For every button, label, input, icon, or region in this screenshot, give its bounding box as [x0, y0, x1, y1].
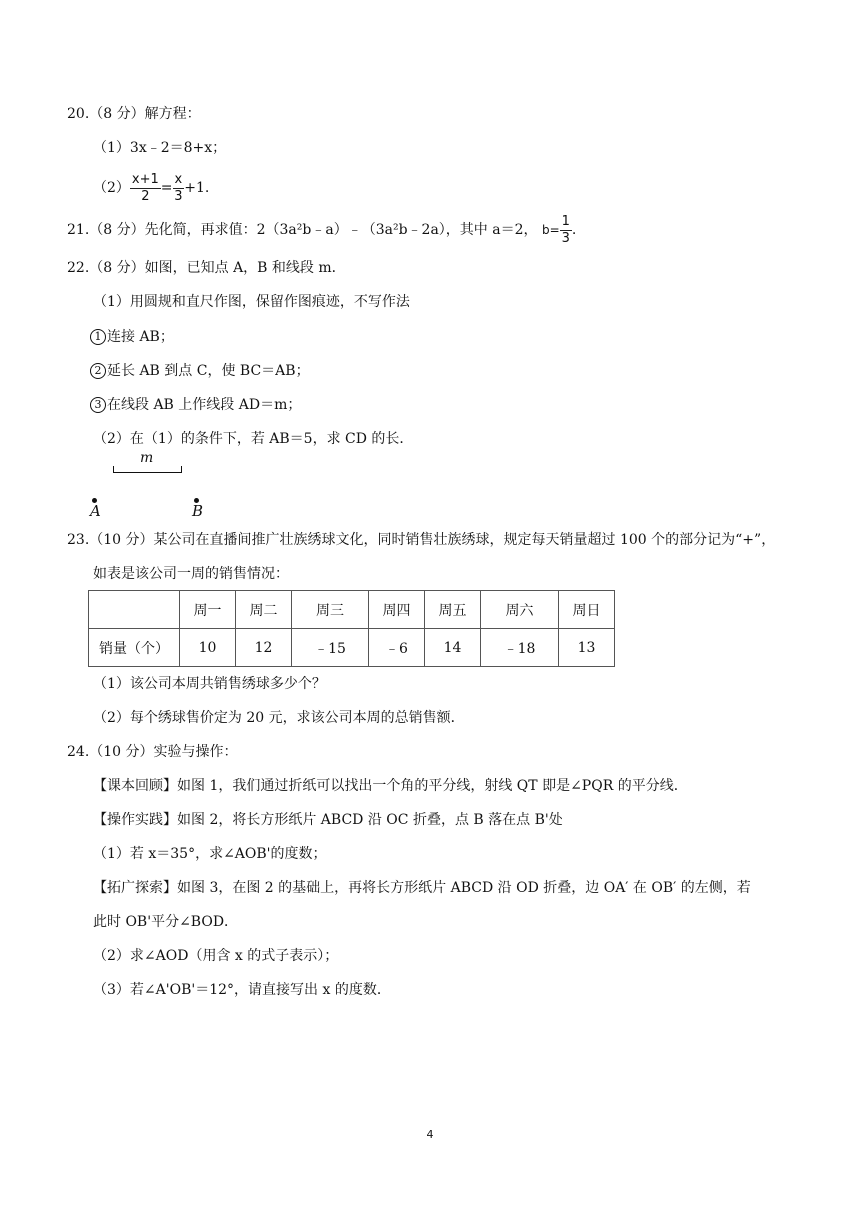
- table-cell: ﹣6: [369, 629, 425, 667]
- point-b-label: B: [192, 502, 204, 520]
- segment-m: [113, 466, 182, 473]
- point-a-label: A: [90, 502, 101, 520]
- table-cell: 12: [236, 629, 292, 667]
- table-header-cell: 周五: [425, 591, 481, 629]
- sales-table: [88, 590, 615, 667]
- q20-fraction-2: [173, 173, 185, 204]
- table-cell: ﹣18: [481, 629, 559, 667]
- q23-part2: （2）每个绣球售价定为 20 元，求该公司本周的总销售额．: [93, 710, 465, 726]
- circled-one-icon: 1: [90, 329, 106, 345]
- q21-line: [67, 212, 576, 248]
- q22-step3-text: 在线段 AB 上作线段 AD＝m；: [107, 397, 302, 413]
- q20-frac1-denominator: 2: [141, 188, 150, 204]
- q24-part1: （1）若 x＝35°，求∠AOB'的度数；: [93, 846, 327, 862]
- q20-equals: =: [160, 180, 173, 196]
- q22-step1-text: 连接 AB；: [107, 329, 174, 345]
- q20-part1: （1）3x﹣2＝8+x；: [93, 140, 227, 156]
- q20-frac2-denominator: 3: [174, 188, 183, 204]
- q24-explore-line1: 【拓广探索】如图 3，在图 2 的基础上，再将长方形纸片 ABCD 沿 OD 折叠，边 OA′ 在 OB′ 的左侧，若: [93, 880, 751, 896]
- q20-part2-tail: +1.: [184, 180, 210, 196]
- circled-three-icon: 3: [90, 397, 106, 413]
- table-header-cell: 周一: [180, 591, 236, 629]
- q20-heading: 20.（8 分）解方程：: [67, 106, 201, 122]
- q21-tail: .: [571, 222, 577, 238]
- table-header-cell: 周二: [236, 591, 292, 629]
- table-header-cell: 周六: [481, 591, 559, 629]
- table-cell: ﹣15: [292, 629, 369, 667]
- q24-part3: （3）若∠A'OB'＝12°，请直接写出 x 的度数．: [93, 982, 391, 998]
- table-cell: 13: [559, 629, 615, 667]
- q22-step3: [90, 395, 301, 415]
- q20-frac1-numerator: x+1: [131, 171, 159, 187]
- q24-heading: 24.（10 分）实验与操作：: [67, 744, 238, 760]
- q22-part1: （1）用圆规和直尺作图，保留作图痕迹，不写作法: [93, 294, 410, 310]
- q22-part2: （2）在（1）的条件下，若 AB＝5，求 CD 的长．: [93, 431, 414, 447]
- q21-b-denominator: 3: [561, 230, 570, 246]
- q21-b-label: b=: [541, 223, 560, 237]
- table-header-cell: 周四: [369, 591, 425, 629]
- q24-explore-line2: 此时 OB'平分∠BOD．: [93, 914, 239, 930]
- q20-frac2-numerator: x: [174, 171, 183, 187]
- q21-b-numerator: 1: [561, 213, 570, 229]
- q24-practice: 【操作实践】如图 2，将长方形纸片 ABCD 沿 OC 折叠，点 B 落在点 B'处: [93, 812, 563, 828]
- q23-part1: （1）该公司本周共销售绣球多少个？: [93, 676, 326, 692]
- q22-step2: [90, 361, 310, 381]
- table-header-cell: [89, 591, 180, 629]
- table-header-row: [89, 591, 615, 629]
- q23-line1: 23.（10 分）某公司在直播间推广壮族绣球文化，同时销售壮族绣球，规定每天销量超过 100 个的部分记为“+”，: [67, 532, 776, 548]
- q20-fraction-1: [130, 173, 161, 204]
- q22-step1: [90, 327, 174, 347]
- q20-part2-prefix: （2）: [93, 180, 130, 196]
- q21-b-fraction: [560, 215, 572, 246]
- q22-heading: 22.（8 分）如图，已知点 A，B 和线段 m．: [67, 260, 346, 276]
- q24-review: 【课本回顾】如图 1，我们通过折纸可以找出一个角的平分线，射线 QT 即是∠PQR 的平分线．: [93, 778, 688, 794]
- table-row: [89, 629, 615, 667]
- table-header-cell: 周日: [559, 591, 615, 629]
- segment-m-label: m: [140, 450, 154, 466]
- q23-line2: 如表是该公司一周的销售情况：: [93, 566, 289, 582]
- table-header-cell: 周三: [292, 591, 369, 629]
- q24-part2: （2）求∠AOD（用含 x 的式子表示）；: [93, 948, 339, 964]
- q22-step2-text: 延长 AB 到点 C，使 BC＝AB；: [107, 363, 310, 379]
- q21-text: 21.（8 分）先化简，再求值：2（3a²b﹣a）﹣（3a²b﹣2a），其中 a＝2，: [67, 222, 538, 238]
- table-cell: 10: [180, 629, 236, 667]
- table-cell: 14: [425, 629, 481, 667]
- circled-two-icon: 2: [90, 363, 106, 379]
- page-number: 4: [426, 1128, 434, 1141]
- table-row-label: 销量（个）: [89, 629, 180, 667]
- q20-part2: [93, 170, 209, 206]
